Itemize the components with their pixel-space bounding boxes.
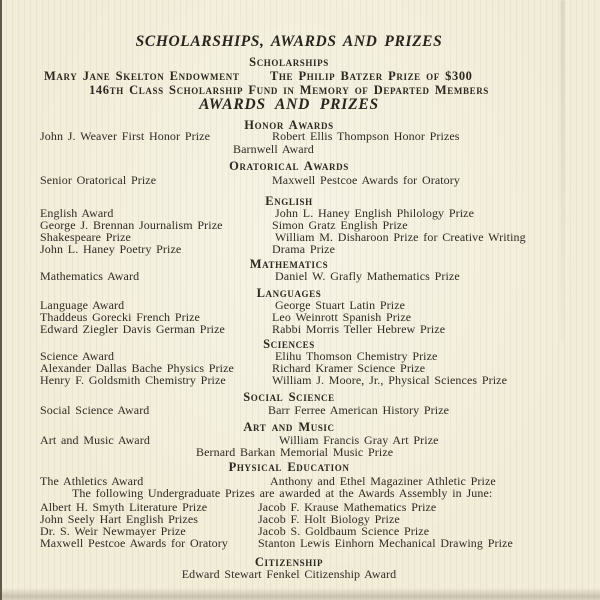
awards-and-prizes-title: AWARDS AND PRIZES (199, 96, 379, 113)
award-right: Barr Ferree American History Prize (268, 403, 450, 417)
award-left: Alexander Dallas Bache Physics Prize (40, 361, 234, 375)
section-heading-english: English (265, 194, 313, 208)
award-right: William Francis Gray Art Prize (279, 433, 439, 447)
undergraduate-note: The following Undergraduate Prizes are awarded at the Awards Assembly in June: (72, 486, 493, 500)
section-heading-sciences: Sciences (263, 337, 315, 351)
award-left: John Seely Hart English Prizes (40, 512, 199, 526)
award-right: Elihu Thomson Chemistry Prize (275, 349, 438, 363)
award-right: Rabbi Morris Teller Hebrew Prize (272, 322, 446, 336)
award-left: Henry F. Goldsmith Chemistry Prize (40, 373, 226, 387)
award-right: Simon Gratz English Prize (272, 218, 408, 232)
award-right: William J. Moore, Jr., Physical Sciences Prize (272, 373, 508, 387)
award-right: Robert Ellis Thompson Honor Prizes (272, 129, 460, 143)
section-heading-citizenship: Citizenship (254, 555, 324, 569)
citizenship-award-line: Edward Stewart Fenkel Citizenship Award (181, 567, 397, 581)
award-left: Albert H. Smyth Literature Prize (40, 500, 208, 514)
section-heading-physical-education: Physical Education (228, 460, 350, 474)
bernard-barkan-line: Bernard Barkan Memorial Music Prize (196, 445, 394, 459)
award-left: Social Science Award (40, 403, 150, 417)
award-right: Maxwell Pestcoe Awards for Oratory (272, 173, 460, 187)
award-left: English Award (40, 206, 114, 220)
award-right: Stanton Lewis Einhorn Mechanical Drawing Prize (258, 536, 513, 550)
barnwell-award-line: Barnwell Award (233, 142, 314, 156)
award-right: Anthony and Ethel Magaziner Athletic Prize (270, 474, 496, 488)
award-right: John L. Haney English Philology Prize (275, 206, 475, 220)
batzer-prize: The Philip Batzer Prize of $300 (270, 69, 473, 83)
award-right: Richard Kramer Science Prize (272, 361, 426, 375)
award-left: Maxwell Pestcoe Awards for Oratory (40, 536, 228, 550)
award-right: William M. Disharoon Prize for Creative Writing (275, 230, 526, 244)
award-left: Shakespeare Prize (40, 230, 131, 244)
award-left: Senior Oratorical Prize (40, 173, 157, 187)
memorial-fund-line: 146th Class Scholarship Fund in Memory of Departed Members (89, 83, 489, 97)
award-left: Language Award (40, 298, 125, 312)
award-right: Daniel W. Grafly Mathematics Prize (275, 269, 460, 283)
award-left: John L. Haney Poetry Prize (40, 242, 182, 256)
award-left: Art and Music Award (40, 433, 150, 447)
section-heading-social-science: Social Science (243, 390, 335, 404)
award-right: Drama Prize (272, 242, 336, 256)
section-heading-honor-awards: Honor Awards (244, 118, 334, 132)
page-bottom-shadow (0, 588, 600, 600)
award-left: The Athletics Award (40, 474, 144, 488)
section-heading-oratorical-awards: Oratorical Awards (229, 159, 349, 173)
scholarships-heading: Scholarships (249, 55, 329, 69)
section-heading-art-and-music: Art and Music (243, 420, 335, 434)
section-heading-languages: Languages (256, 286, 322, 300)
award-left: Science Award (40, 349, 115, 363)
award-right: Jacob F. Krause Mathematics Prize (258, 500, 437, 514)
endowment-name: Mary Jane Skelton Endowment (44, 69, 240, 83)
award-left: John J. Weaver First Honor Prize (40, 129, 210, 143)
award-left: Mathematics Award (40, 269, 140, 283)
award-right: Jacob F. Holt Biology Prize (258, 512, 400, 526)
award-right: Jacob S. Goldbaum Science Prize (258, 524, 430, 538)
award-left: George J. Brennan Journalism Prize (40, 218, 223, 232)
section-heading-mathematics: Mathematics (249, 257, 329, 271)
page-title: SCHOLARSHIPS, AWARDS AND PRIZES (135, 33, 443, 50)
award-right: Leo Weinrott Spanish Prize (272, 310, 412, 324)
award-right: George Stuart Latin Prize (275, 298, 406, 312)
award-left: Edward Ziegler Davis German Prize (40, 322, 225, 336)
award-left: Thaddeus Gorecki French Prize (40, 310, 200, 324)
award-left: Dr. S. Weir Newmayer Prize (40, 524, 186, 538)
